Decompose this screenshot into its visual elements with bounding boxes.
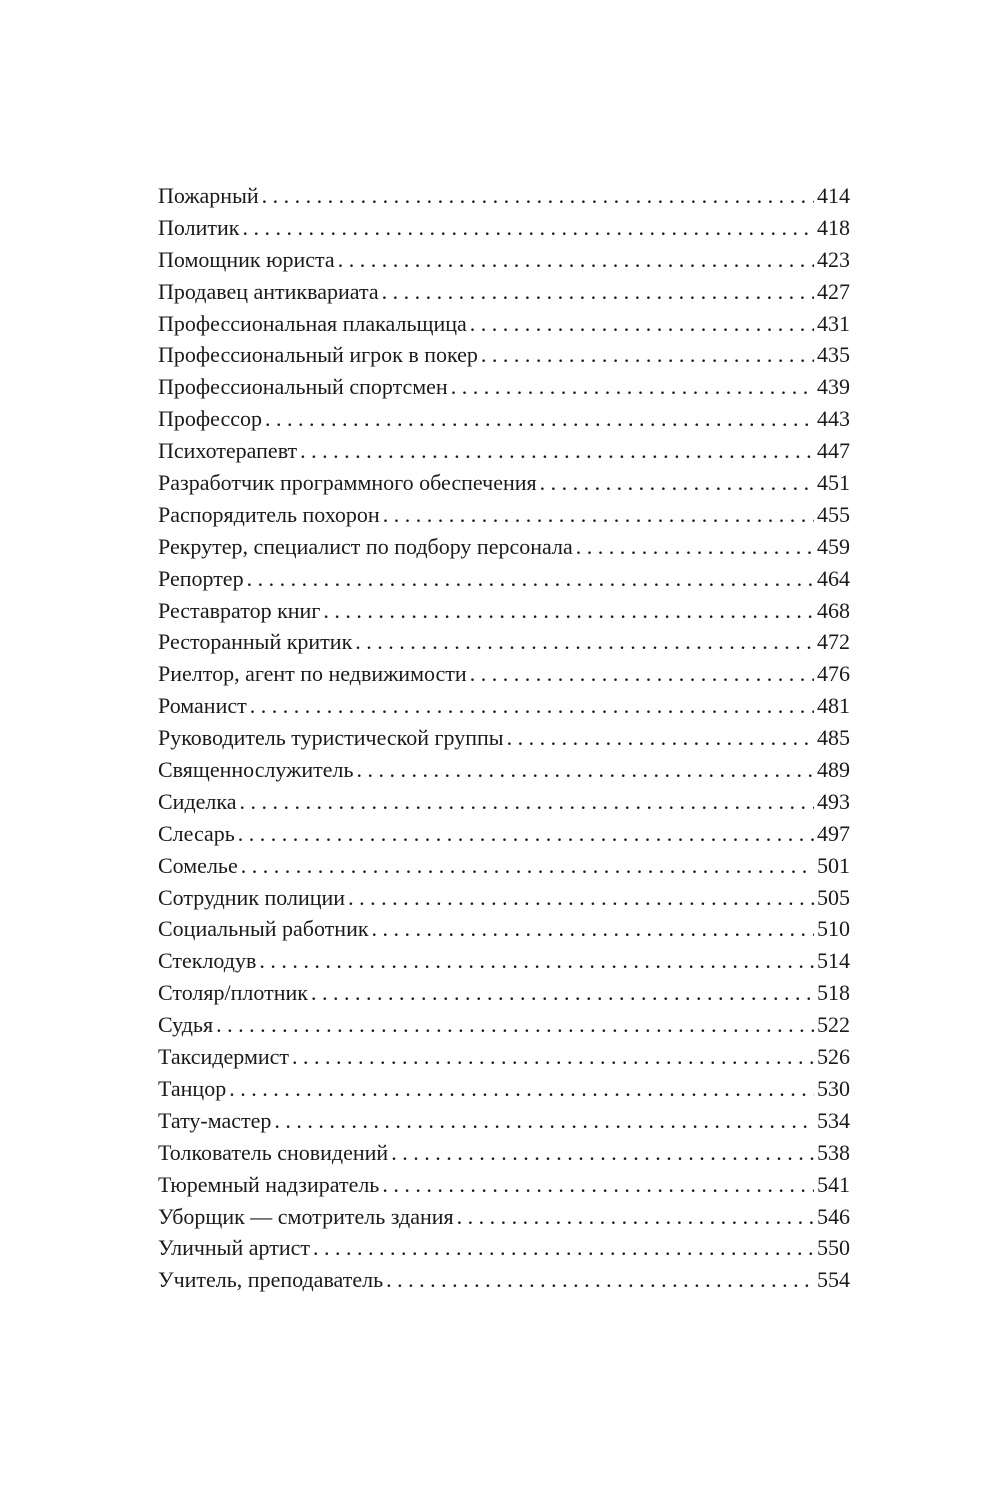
toc-entry-title: Профессиональный игрок в покер: [158, 342, 478, 368]
dot-leader: [238, 818, 814, 850]
toc-entry-title: Сиделка: [158, 788, 237, 814]
toc-entry-page: 526: [817, 1044, 850, 1070]
toc-entry-title: Столяр/плотник: [158, 980, 308, 1006]
toc-entry-title: Психотерапевт: [158, 438, 298, 464]
toc-entry-page: 414: [817, 183, 850, 208]
toc-entry-page: 423: [817, 246, 850, 272]
toc-entry-page: 541: [817, 1171, 850, 1197]
toc-entry-page: 514: [817, 948, 850, 974]
toc-entry: [158, 403, 850, 435]
dot-leader: [313, 1232, 814, 1264]
toc-entry: [158, 626, 850, 658]
toc-entry-title: Слесарь: [158, 820, 235, 846]
toc-entry-page: 510: [817, 916, 850, 942]
toc-entry-page: 431: [817, 310, 850, 336]
toc-entry: [158, 977, 850, 1009]
toc-entry: [158, 180, 850, 212]
dot-leader: [311, 977, 814, 1009]
dot-leader: [451, 371, 814, 403]
toc-entry-page: 439: [817, 374, 850, 400]
toc-entry: [158, 850, 850, 882]
dot-leader: [470, 308, 814, 340]
toc-entry-title: Политик: [158, 214, 240, 240]
toc-entry-title: Тату-мастер: [158, 1107, 272, 1133]
toc-entry-title: Тюремный надзиратель: [158, 1171, 380, 1197]
toc-entry-title: Стеклодув: [158, 948, 257, 974]
dot-leader: [274, 1105, 814, 1137]
toc-entry: [158, 690, 850, 722]
dot-leader: [383, 499, 814, 531]
dot-leader: [348, 882, 814, 914]
dot-leader: [357, 754, 814, 786]
toc-entry-page: 530: [817, 1075, 850, 1101]
dot-leader: [507, 722, 814, 754]
dot-leader: [247, 563, 814, 595]
toc-entry: [158, 212, 850, 244]
dot-leader: [386, 1264, 814, 1296]
dot-leader: [540, 467, 814, 499]
toc-entry-title: Профессор: [158, 406, 262, 432]
dot-leader: [262, 180, 814, 212]
toc-entry-title: Разработчик программного обеспечения: [158, 470, 537, 496]
toc-entry-page: 443: [817, 406, 850, 432]
toc-entry-page: 489: [817, 757, 850, 783]
toc-entry-title: Сомелье: [158, 852, 238, 878]
toc-entry: [158, 1264, 850, 1296]
toc-entry: [158, 1137, 850, 1169]
toc-entry-page: 451: [817, 470, 850, 496]
toc-entry-title: Профессиональная плакальщица: [158, 310, 467, 336]
toc-entry: [158, 754, 850, 786]
toc-entry: [158, 339, 850, 371]
toc-entry-page: 497: [817, 820, 850, 846]
toc-entry-page: 501: [817, 852, 850, 878]
table-of-contents: [158, 180, 850, 1296]
toc-entry: [158, 467, 850, 499]
toc-entry: [158, 563, 850, 595]
toc-entry-title: Судья: [158, 1012, 214, 1038]
toc-entry: [158, 1041, 850, 1073]
toc-entry-title: Пожарный: [158, 183, 259, 208]
toc-entry-page: 472: [817, 629, 850, 655]
toc-entry-title: Ресторанный критик: [158, 629, 353, 655]
toc-entry: [158, 722, 850, 754]
toc-entry-title: Репортер: [158, 565, 244, 591]
dot-leader: [292, 1041, 814, 1073]
dot-leader: [457, 1201, 814, 1233]
toc-entry-title: Учитель, преподаватель: [158, 1267, 384, 1293]
toc-entry-title: Реставратор книг: [158, 597, 321, 623]
toc-entry-title: Таксидермист: [158, 1044, 290, 1070]
dot-leader: [576, 531, 814, 563]
toc-entry-page: 447: [817, 438, 850, 464]
toc-entry-title: Сотрудник полиции: [158, 884, 346, 910]
toc-entry-page: 418: [817, 214, 850, 240]
toc-entry-title: Продавец антиквариата: [158, 278, 379, 304]
dot-leader: [382, 1169, 814, 1201]
toc-entry: [158, 786, 850, 818]
toc-entry-page: 550: [817, 1235, 850, 1261]
toc-entry-title: Танцор: [158, 1075, 227, 1101]
toc-entry-page: 427: [817, 278, 850, 304]
toc-entry-page: 538: [817, 1139, 850, 1165]
dot-leader: [216, 1009, 814, 1041]
dot-leader: [355, 626, 814, 658]
dot-leader: [470, 658, 814, 690]
dot-leader: [240, 786, 814, 818]
toc-entry-page: 455: [817, 501, 850, 527]
toc-entry-page: 534: [817, 1107, 850, 1133]
toc-entry: [158, 882, 850, 914]
dot-leader: [338, 244, 814, 276]
toc-entry-page: 481: [817, 693, 850, 719]
toc-entry-title: Уличный артист: [158, 1235, 310, 1261]
dot-leader: [382, 276, 814, 308]
toc-entry-title: Уборщик — смотритель здания: [158, 1203, 454, 1229]
dot-leader: [229, 1073, 814, 1105]
toc-entry-title: Помощник юриста: [158, 246, 335, 272]
toc-entry-page: 485: [817, 725, 850, 751]
dot-leader: [300, 435, 814, 467]
toc-entry-title: Рекрутер, специалист по подбору персонала: [158, 533, 573, 559]
toc-entry-title: Распорядитель похорон: [158, 501, 380, 527]
toc-entry: [158, 1201, 850, 1233]
toc-entry-title: Социальный работник: [158, 916, 369, 942]
toc-entry: [158, 371, 850, 403]
toc-entry-page: 493: [817, 788, 850, 814]
toc-entry: [158, 913, 850, 945]
toc-entry: [158, 499, 850, 531]
toc-entry: [158, 435, 850, 467]
toc-entry-page: 554: [817, 1267, 850, 1293]
dot-leader: [323, 595, 814, 627]
toc-entry: [158, 308, 850, 340]
toc-entry-page: 522: [817, 1012, 850, 1038]
toc-entry: [158, 658, 850, 690]
dot-leader: [241, 850, 814, 882]
dot-leader: [242, 212, 814, 244]
dot-leader: [481, 339, 814, 371]
toc-entry: [158, 1073, 850, 1105]
toc-entry-page: 546: [817, 1203, 850, 1229]
toc-entry-page: 459: [817, 533, 850, 559]
toc-entry: [158, 531, 850, 563]
dot-leader: [372, 913, 814, 945]
dot-leader: [259, 945, 814, 977]
dot-leader: [265, 403, 814, 435]
toc-entry-page: 464: [817, 565, 850, 591]
toc-entry-title: Руководитель туристической группы: [158, 725, 504, 751]
toc-entry-page: 468: [817, 597, 850, 623]
toc-entry-page: 518: [817, 980, 850, 1006]
toc-entry: [158, 1009, 850, 1041]
toc-entry-title: Профессиональный спортсмен: [158, 374, 448, 400]
toc-entry: [158, 1169, 850, 1201]
toc-entry: [158, 1105, 850, 1137]
toc-entry: [158, 244, 850, 276]
toc-entry: [158, 276, 850, 308]
toc-entry-page: 435: [817, 342, 850, 368]
toc-entry-title: Риелтор, агент по недвижимости: [158, 661, 467, 687]
dot-leader: [391, 1137, 814, 1169]
toc-entry: [158, 945, 850, 977]
toc-entry: [158, 1232, 850, 1264]
toc-entry-title: Священнослужитель: [158, 757, 354, 783]
toc-entry-title: Романист: [158, 693, 247, 719]
toc-entry-title: Толкователь сновидений: [158, 1139, 389, 1165]
toc-entry: [158, 595, 850, 627]
toc-entry: [158, 818, 850, 850]
toc-entry-page: 476: [817, 661, 850, 687]
toc-entry-page: 505: [817, 884, 850, 910]
dot-leader: [250, 690, 814, 722]
